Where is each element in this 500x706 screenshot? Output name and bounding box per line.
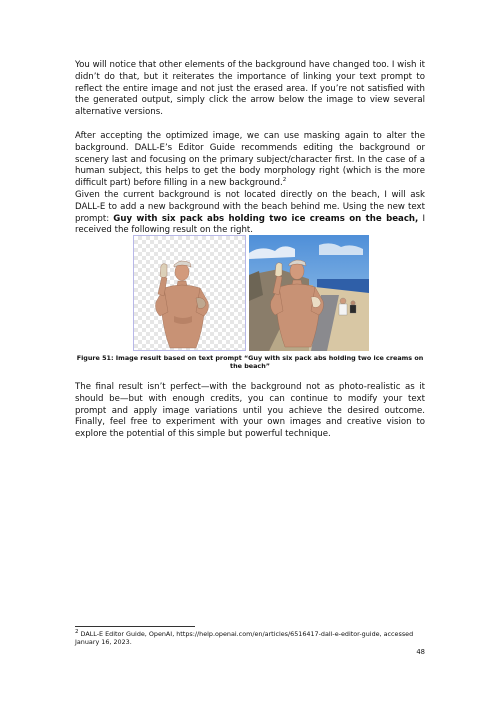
paragraph-masking-text: After accepting the optimized image, we can use masking again to alter the background. DALL-E’s Editor Guide recommends editing the background or scenery last and focusing on the primary subject/character first. In the case of a human subject, this helps to get the body morphology right (which is the more difficult part) before filling in a new background. [75,131,425,189]
masked-subject-image [133,235,246,351]
text-prompt-highlight: Guy with six pack abs holding two ice creams on the beach, [113,213,419,224]
subject-cutout-illustration [134,236,246,351]
footnote-text: DALL-E Editor Guide, OpenAI, https://help.openai.com/en/articles/6516417-dall-e-editor-guide, accessed January 16, 2023. [75,630,414,647]
footnote-reference: 2 [282,177,287,184]
paragraph-beach-prompt [75,190,425,237]
footnote-number: 2 [75,628,79,635]
paragraph-alternative-versions: You will notice that other elements of the background have changed too. I wish it didn’t do that, but it reiterates the importance of linking your text prompt to reflect the entire image and not just the erased area. If you’re not satisfied with the generated output, simply click the arrow below the image to view several alternative versions. [75,60,425,118]
paragraph-beach-intro: Given the current background is not located directly on the beach, I will ask DALL-E to add a new background with the beach behind me. Using the new text prompt: [75,190,425,224]
paragraph-final-result: The final result isn’t perfect—with the background not as photo-realistic as it should be—but with enough credits, you can continue to modify your text prompt and apply image variations until you achieve the desired outcome. Finally, feel free to experiment with your own images and creative vision to explore the potential of this simple but powerful technique. [75,382,425,440]
beach-result-image [249,235,369,351]
beach-scene-illustration [249,235,369,351]
paragraph-beach-outro: I received the following result on the right. [75,213,425,236]
figure-51 [133,235,369,351]
footnote [75,630,425,646]
page-number: 48 [416,648,425,656]
figure-caption: Figure 51: Image result based on text prompt “Guy with six pack abs holding two ice creams on the beach” [76,354,424,371]
paragraph-masking-background [75,131,425,190]
footnote-divider [75,626,195,627]
